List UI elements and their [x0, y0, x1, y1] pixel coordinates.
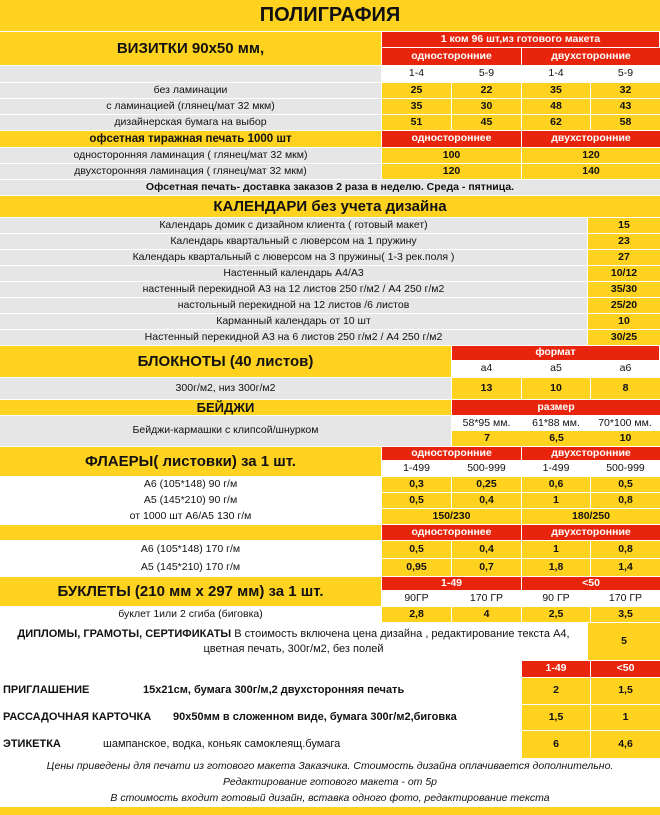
notebooks-title: БЛОКНОТЫ (40 листов)	[0, 346, 452, 377]
table-row: Настенный календарь А4/А3 10/12	[0, 266, 660, 282]
flyers-subheader: одностороннее двухсторонние	[0, 525, 660, 541]
label-row: ЭТИКЕТКА шампанское, водка, коньяк самоклеящ.бумага 6 4,6	[0, 731, 660, 759]
table-row: Карманный календарь от 10 шт 10	[0, 314, 660, 330]
table-row: А6 (105*148) 170 г/м 0,5 0,4 1 0,8	[0, 541, 660, 559]
invitation-label: ПРИГЛАШЕНИЕ	[0, 678, 140, 704]
offset-note: Офсетная печать- доставка заказов 2 раза в неделю. Среда - пятница.	[0, 180, 660, 195]
offset-note-row	[0, 180, 660, 196]
cards-two: двухсторонние	[522, 48, 660, 65]
table-row: А5 (145*210) 170 г/м 0,95 0,7 1,8 1,4	[0, 559, 660, 577]
qty: 1-4	[522, 66, 591, 82]
qty: 1-4	[382, 66, 452, 82]
qty: 5-9	[591, 66, 660, 82]
table-row: дизайнерская бумага на выбор 51 45 62 58	[0, 115, 660, 131]
diplomas-row: ДИПЛОМЫ, ГРАМОТЫ, СЕРТИФИКАТЫ В стоимость включена цена дизайна , редактирование текста А4, цветная печать, 300г/м2, без полей 5	[0, 623, 660, 661]
label-label: ЭТИКЕТКА	[0, 731, 100, 758]
footer-note: Редактирование готового макета - от 5р	[0, 775, 660, 790]
bottom-bar	[0, 807, 660, 815]
table-row: 300г/м2, низ 300г/м2 13 10 8	[0, 378, 660, 400]
qty: 5-9	[452, 66, 522, 82]
table-row: двухсторонняя ламинация ( глянец/мат 32 мкм) 120 140	[0, 164, 660, 180]
footer-row	[0, 791, 660, 807]
cards-title: ВИЗИТКИ 90х50 мм,	[0, 32, 382, 65]
table-row: от 1000 шт А6/А5 130 г/м 150/230 180/250	[0, 509, 660, 525]
cards-header	[0, 32, 660, 66]
invitation-row: ПРИГЛАШЕНИЕ 15х21см, бумага 300г/м,2 двухсторонняя печать 2 1,5	[0, 678, 660, 705]
badges-header: БЕЙДЖИ размер	[0, 400, 660, 416]
offset-header: офсетная тиражная печать 1000 шт одностороннее двухсторонние	[0, 131, 660, 148]
table-row: буклет 1или 2 сгиба (биговка) 2,8 4 2,5 3,5	[0, 607, 660, 623]
footer-row	[0, 759, 660, 775]
flyers-header: ФЛАЕРЫ( листовки) за 1 шт. односторонние двухсторонние 1-499 500-999 1-499 500-999	[0, 447, 660, 477]
footer-row	[0, 775, 660, 791]
diplomas-text: ДИПЛОМЫ, ГРАМОТЫ, СЕРТИФИКАТЫ В стоимость включена цена дизайна , редактирование текста А4, цветная печать, 300г/м2, без полей	[0, 623, 588, 660]
booklets-header: БУКЛЕТЫ (210 мм х 297 мм) за 1 шт. 1-49 <50 90ГР 170 ГР 90 ГР 170 ГР	[0, 577, 660, 607]
cards-qty-row	[0, 66, 660, 83]
cards-sub: 1 ком 96 шт,из готового макета	[382, 32, 660, 48]
table-row: Календарь домик с дизайном клиента ( готовый макет) 15	[0, 218, 660, 234]
table-row: односторонняя ламинация ( глянец/мат 32 мкм) 100 120	[0, 148, 660, 164]
notebooks-header: БЛОКНОТЫ (40 листов) формат а4 а5 а6	[0, 346, 660, 378]
table-row: настенный перекидной А3 на 12 листов 250 г/м2 / А4 250 г/м2 35/30	[0, 282, 660, 298]
cards-one: односторонние	[382, 48, 522, 65]
page-title: ПОЛИГРАФИЯ	[0, 0, 660, 31]
booklets-title: БУКЛЕТЫ (210 мм х 297 мм) за 1 шт.	[0, 577, 382, 606]
table-row: Бейджи-кармашки с клипсой/шнурком 58*95 мм. 7 61*88 мм. 6,5 70*100 мм. 10	[0, 416, 660, 447]
table-row: Настенный перекидной А3 на 6 листов 250 г/м2 / А4 250 г/м2 30/25	[0, 330, 660, 346]
flyers-title: ФЛАЕРЫ( листовки) за 1 шт.	[0, 447, 382, 476]
invitation-header: 1-49 <50	[0, 661, 660, 678]
title-row	[0, 0, 660, 32]
footer-note: В стоимость входит готовый дизайн, вставка одного фото, редактирование текста	[0, 791, 660, 806]
table-row: без ламинации 25 22 35 32	[0, 83, 660, 99]
table-row: с ламинацией (глянец/мат 32 мкм) 35 30 48 43	[0, 99, 660, 115]
table-row: Календарь квартальный с люверсом на 3 пружины( 1-3 рек.поля ) 27	[0, 250, 660, 266]
seating-card-label: РАССАДОЧНАЯ КАРТОЧКА	[0, 705, 170, 730]
offset-title: офсетная тиражная печать 1000 шт	[0, 131, 382, 147]
seating-card-row: РАССАДОЧНАЯ КАРТОЧКА 90х50мм в сложенном виде, бумага 300г/м2,биговка 1,5 1	[0, 705, 660, 731]
badges-title: БЕЙДЖИ	[0, 400, 452, 415]
table-row: настольный перекидной на 12 листов /6 листов 25/20	[0, 298, 660, 314]
cal-title: КАЛЕНДАРИ без учета дизайна	[0, 196, 660, 217]
table-row: А5 (145*210) 90 г/м 0,5 0,4 1 0,8	[0, 493, 660, 509]
table-row: А6 (105*148) 90 г/м 0,3 0,25 0,6 0,5	[0, 477, 660, 493]
table-row: Календарь квартальный с люверсом на 1 пружину 23	[0, 234, 660, 250]
cal-header	[0, 196, 660, 218]
footer-note: Цены приведены для печати из готового макета Заказчика. Стоимость дизайна оплачивается дополнительно.	[0, 759, 660, 774]
